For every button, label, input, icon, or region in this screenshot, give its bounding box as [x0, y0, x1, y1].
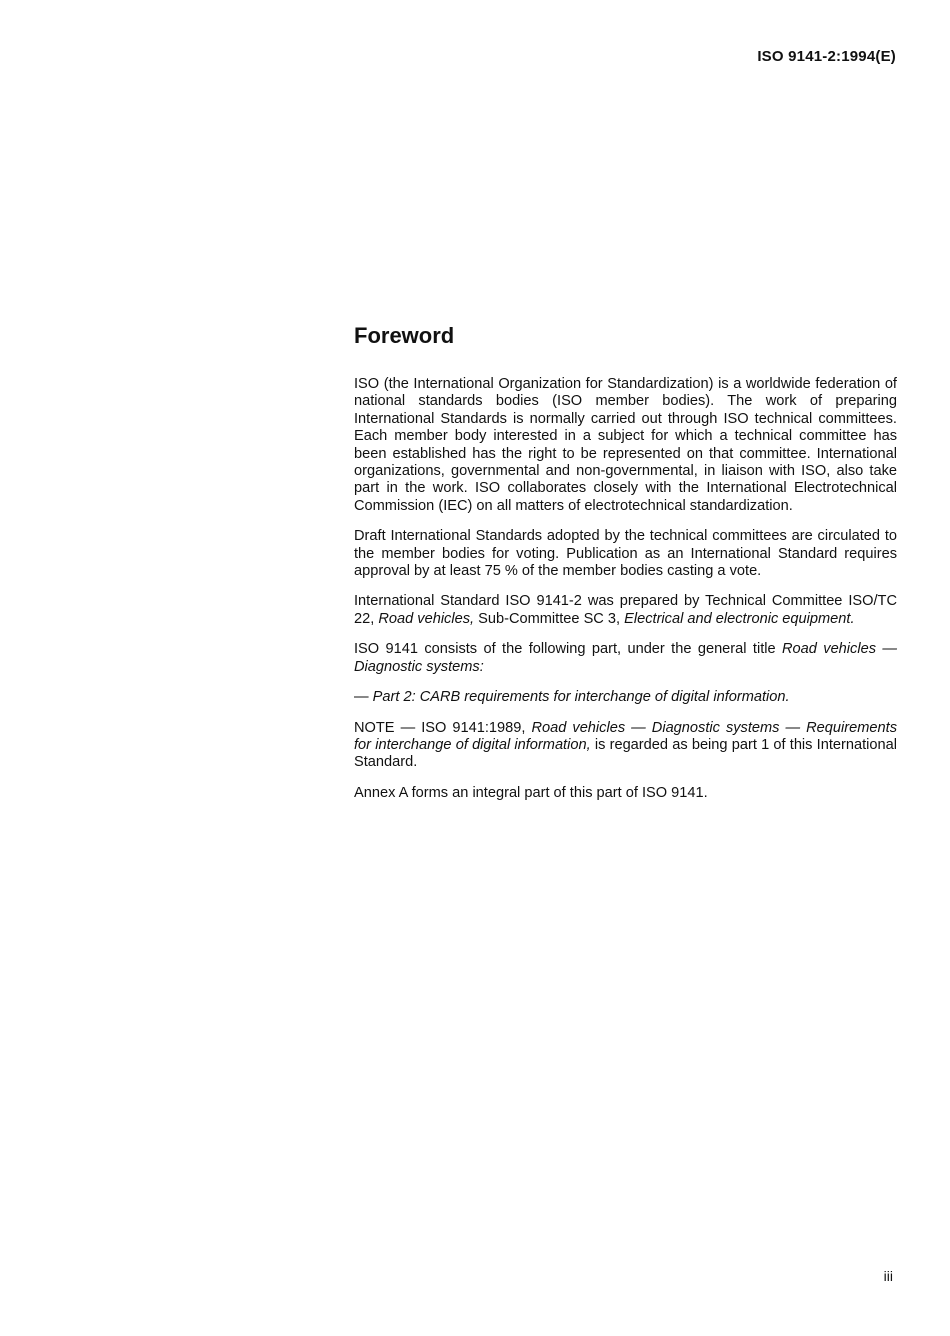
parts-text: ISO 9141 consists of the following part, under the general title: [354, 641, 782, 658]
paragraph-iso-intro: ISO (the International Organization for Standardization) is a worldwide federation of national standards bodies (ISO member bodies). The work of preparing International Standards is normally carried out through ISO technical committees. Each member body interested in a subject for which a technical committee has been established has the right to be represented on that committee. International organizations, governmental and non-governmental, in liaison with ISO, also take part in the work. ISO collaborates closely with the International Electrotechnical Commission (IEC) on all matters of electrotechnical standardization.: [354, 376, 897, 514]
page-number: iii: [883, 1268, 893, 1284]
general-title: Road vehicles — Diagnostic systems:: [354, 641, 897, 675]
subcommittee-text: Sub-Committee SC 3,: [474, 610, 625, 627]
parts-list-item: [354, 689, 897, 706]
paragraph-parts: [354, 641, 897, 676]
committee-text: International Standard ISO 9141-2 was prepared by Technical Committee ISO/TC 22,: [354, 593, 897, 627]
note-label: NOTE — ISO 9141:1989,: [354, 719, 532, 736]
paragraph-draft-standards: Draft International Standards adopted by the technical committees are circulated to the member bodies for voting. Publication as an International Standard requires approval by at least 75 % of the member bodies casting a vote.: [354, 528, 897, 580]
foreword-section: [354, 322, 897, 815]
committee-title: Road vehicles,: [378, 610, 475, 627]
paragraph-committee: [354, 593, 897, 628]
document-id: ISO 9141-2:1994(E): [757, 48, 896, 65]
note-paragraph: [354, 720, 897, 772]
note-title: Road vehicles — Diagnostic systems — Requirements for interchange of digital information,: [354, 719, 897, 753]
section-heading: Foreword: [354, 323, 455, 348]
subcommittee-title: Electrical and electronic equipment.: [624, 610, 855, 627]
note-text: is regarded as being part 1 of this International Standard.: [354, 736, 897, 771]
part-title: Part 2: CARB requirements for interchange of digital information.: [372, 689, 790, 706]
list-dash: —: [354, 689, 373, 706]
paragraph-annex: Annex A forms an integral part of this part of ISO 9141.: [354, 784, 708, 801]
